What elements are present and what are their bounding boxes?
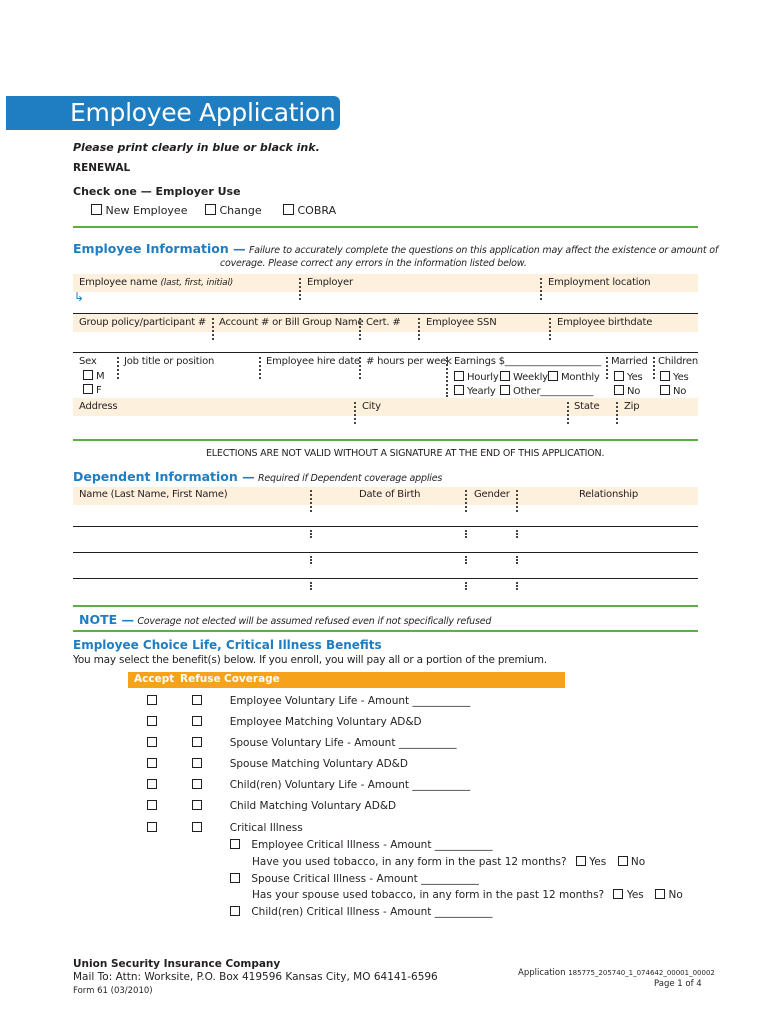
note-line: NOTE — Coverage not elected will be assumed refused even if not specifically refused: [79, 612, 492, 627]
benefit-row: Spouse Matching Voluntary AD&D: [147, 758, 408, 770]
page-number: Page 1 of 4: [654, 979, 702, 989]
dependent-name-column: Name (Last Name, First Name): [79, 489, 228, 500]
refuse-checkbox[interactable]: [192, 716, 202, 726]
accept-checkbox[interactable]: [147, 716, 157, 726]
birthdate-label: Employee birthdate: [557, 317, 653, 328]
dependent-info-header: Dependent Information — Required if Dependent coverage applies: [73, 469, 443, 484]
dependent-row-line: [73, 526, 698, 527]
accept-checkbox[interactable]: [147, 800, 157, 810]
renewal-label: RENEWAL: [73, 162, 131, 174]
accept-checkbox[interactable]: [147, 779, 157, 789]
relationship-column: Relationship: [579, 489, 638, 500]
page-title: Employee Application: [70, 98, 336, 127]
benefit-row: Critical Illness: [147, 822, 303, 834]
sex-f-option[interactable]: F: [83, 384, 102, 396]
spouse-tobacco-question: Has your spouse used tobacco, in any form in the past 12 months? Yes No: [252, 889, 683, 901]
refuse-checkbox[interactable]: [192, 695, 202, 705]
form-number: Form 61 (03/2010): [73, 986, 153, 996]
cert-label: Cert. #: [366, 317, 401, 328]
job-title-label: Job title or position: [124, 356, 215, 367]
application-number: Application 185775_205740_1_074642_00001_00002: [518, 968, 715, 978]
accept-checkbox[interactable]: [147, 758, 157, 768]
employee-name-label: Employee name (last, first, initial): [79, 277, 234, 288]
benefit-row: Employee Matching Voluntary AD&D: [147, 716, 422, 728]
children-label: Children: [658, 356, 699, 367]
company-name: Union Security Insurance Company: [73, 958, 281, 970]
weekly-option[interactable]: Weekly: [500, 371, 548, 383]
married-no-option[interactable]: No: [614, 385, 640, 397]
employee-info-header: Employee Information — Failure to accurately complete the questions on this application may affect the existence or amount of: [73, 241, 718, 256]
dob-column: Date of Birth: [359, 489, 421, 500]
gender-column: Gender: [474, 489, 510, 500]
refuse-checkbox[interactable]: [192, 779, 202, 789]
arrow-icon: ↳: [74, 290, 85, 304]
children-critical-illness: Child(ren) Critical Illness - Amount ___________: [230, 906, 492, 918]
cobra-option[interactable]: COBRA: [283, 204, 336, 217]
accept-checkbox[interactable]: [147, 822, 157, 832]
employee-info-note: coverage. Please correct any errors in the information listed below.: [220, 258, 527, 269]
group-policy-label: Group policy/participant #: [79, 317, 207, 328]
hire-date-label: Employee hire date: [266, 356, 360, 367]
married-yes-option[interactable]: Yes: [614, 371, 643, 383]
monthly-option[interactable]: Monthly: [548, 371, 600, 383]
dependent-row-line: [73, 578, 698, 579]
accept-checkbox[interactable]: [147, 737, 157, 747]
employee-critical-illness: Employee Critical Illness - Amount ___________: [230, 839, 493, 851]
refuse-checkbox[interactable]: [192, 800, 202, 810]
divider: [73, 226, 698, 228]
coverage-column: Coverage: [224, 673, 280, 685]
employer-label: Employer: [307, 277, 353, 288]
account-label: Account # or Bill Group Name: [219, 317, 364, 328]
spouse-critical-illness: Spouse Critical Illness - Amount ___________: [230, 873, 479, 885]
ssn-label: Employee SSN: [426, 317, 497, 328]
benefit-row: Employee Voluntary Life - Amount ___________: [147, 695, 470, 707]
zip-label: Zip: [624, 401, 640, 412]
yearly-option[interactable]: Yearly: [454, 385, 496, 397]
refuse-checkbox[interactable]: [192, 758, 202, 768]
benefits-heading: Employee Choice Life, Critical Illness Benefits: [73, 638, 382, 652]
refuse-column: Refuse: [180, 673, 221, 685]
accept-checkbox[interactable]: [147, 695, 157, 705]
refuse-checkbox[interactable]: [192, 737, 202, 747]
benefits-subheading: You may select the benefit(s) below. If you enroll, you will pay all or a portion of the premium.: [73, 654, 547, 666]
other-option[interactable]: Other___________: [500, 385, 593, 397]
sex-label: Sex: [79, 356, 97, 367]
state-label: State: [574, 401, 600, 412]
new-employee-option[interactable]: New Employee: [91, 204, 187, 217]
elections-notice: ELECTIONS ARE NOT VALID WITHOUT A SIGNATURE AT THE END OF THIS APPLICATION.: [206, 448, 605, 459]
benefit-row: Child Matching Voluntary AD&D: [147, 800, 396, 812]
children-no-option[interactable]: No: [660, 385, 686, 397]
benefit-row: Child(ren) Voluntary Life - Amount ___________: [147, 779, 470, 791]
sex-m-option[interactable]: M: [83, 370, 104, 382]
hours-label: # hours per week: [366, 356, 452, 367]
earnings-label: Earnings $____________________: [454, 356, 601, 367]
city-label: City: [362, 401, 381, 412]
change-option[interactable]: Change: [205, 204, 262, 217]
benefit-row: Spouse Voluntary Life - Amount ___________: [147, 737, 457, 749]
checkbox[interactable]: [283, 204, 294, 215]
benefits-column-header: [128, 672, 565, 688]
title-banner: [6, 96, 340, 130]
accept-column: Accept: [134, 673, 175, 685]
address-label: Address: [79, 401, 118, 412]
employment-location-label: Employment location: [548, 277, 651, 288]
checkbox[interactable]: [205, 204, 216, 215]
hourly-option[interactable]: Hourly: [454, 371, 499, 383]
refuse-checkbox[interactable]: [192, 822, 202, 832]
employee-tobacco-question: Have you used tobacco, in any form in the past 12 months? Yes No: [252, 856, 646, 868]
mail-to-address: Mail To: Attn: Worksite, P.O. Box 419596 Kansas City, MO 64141-6596: [73, 971, 438, 983]
checkbox[interactable]: [91, 204, 102, 215]
check-one-label: Check one — Employer Use: [73, 185, 241, 198]
dependent-row-line: [73, 552, 698, 553]
children-yes-option[interactable]: Yes: [660, 371, 689, 383]
married-label: Married: [611, 356, 648, 367]
print-instructions: Please print clearly in blue or black ink.: [73, 141, 320, 154]
